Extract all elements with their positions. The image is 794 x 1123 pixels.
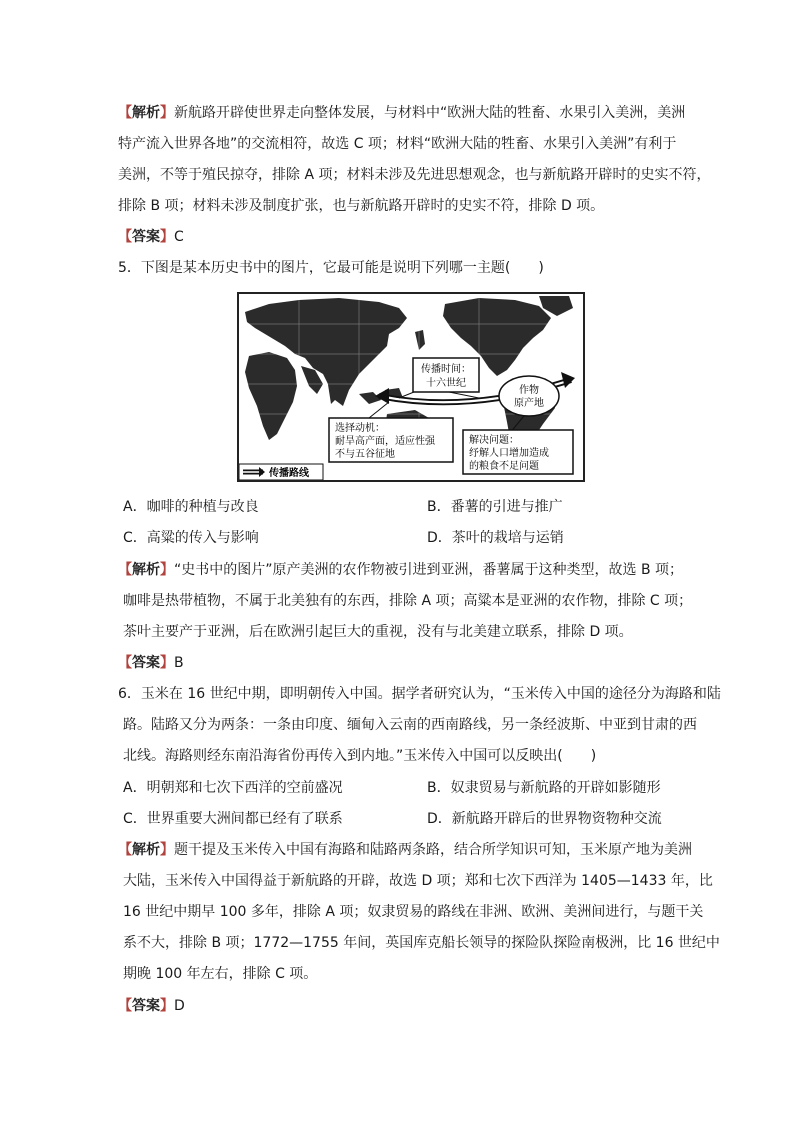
q4-analysis-line-1: 【解析】新航路开辟使世界走向整体发展，与材料中“欧洲大陆的牲畜、水果引入美洲，美洲: [118, 105, 686, 121]
box-problem-line-2: 纾解人口增加造成: [469, 448, 549, 459]
q4-answer: 【答案】C: [118, 229, 184, 245]
q6-analysis-line-1: 【解析】题干提及玉米传入中国有海路和陆路两条路，结合所学知识可知，玉米原产地为美洲: [118, 842, 692, 858]
q4-analysis-line-2: 特产流入世界各地”的交流相符，故选 C 项；材料“欧洲大陆的牲畜、水果引入美洲”有利于: [118, 136, 677, 152]
box-time-line-2: 十六世纪: [426, 378, 466, 389]
q6-option-c: C．世界重要大洲间都已经有了联系: [123, 811, 343, 827]
q6-analysis-line-2: 大陆，玉米传入中国得益于新航路的开辟，故选 D 项；郑和七次下西洋为 1405—1433 年，比: [123, 873, 713, 889]
q6-option-b: B．奴隶贸易与新航路的开辟如影随形: [427, 780, 661, 796]
q6-stem-line-2: 路。陆路又分为两条：一条由印度、缅甸入云南的西南路线，另一条经波斯、中亚到甘肃的西: [123, 717, 697, 733]
q6-option-d: D．新航路开辟后的世界物资物种交流: [427, 811, 662, 827]
q5-stem: 5．下图是某本历史书中的图片，它最可能是说明下列哪一主题( ): [118, 260, 544, 276]
q6-stem-line-3: 北线。海路则经东南沿海省份再传入到内地。”玉米传入中国可以反映出( ): [123, 748, 597, 764]
q6-analysis-line-5: 期晚 100 年左右，排除 C 项。: [123, 966, 318, 982]
q5-option-b: B．番薯的引进与推广: [427, 499, 563, 515]
box-motive-line-2: 耐旱高产面，适应性强: [335, 436, 435, 447]
world-map-figure: [237, 292, 585, 482]
q6-stem-line-1: 6．玉米在 16 世纪中期，即明朝传入中国。据学者研究认为，“玉米传入中国的途径分为海路和陆: [118, 686, 721, 702]
box-motive-line-3: 不与五谷征地: [335, 449, 395, 460]
q6-option-a: A．明朝郑和七次下西洋的空前盛况: [123, 780, 343, 796]
answer-tag: 【答案】: [118, 998, 174, 1014]
answer-tag: 【答案】: [118, 229, 174, 245]
world-map-svg: [239, 294, 583, 480]
q5-analysis-line-1: 【解析】“史书中的图片”原产美洲的农作物被引进到亚洲，番薯属于这种类型，故选 B 项；: [118, 562, 684, 578]
q5-option-d: D．茶叶的栽培与运销: [427, 530, 564, 546]
q5-analysis-line-2: 咖啡是热带植物，不属于北美独有的东西，排除 A 项；高粱本是亚洲的农作物，排除 C 项；: [123, 593, 693, 609]
answer-tag: 【答案】: [118, 655, 174, 671]
analysis-tag: 【解析】: [118, 842, 174, 858]
q5-analysis-line-3: 茶叶主要产于亚洲，后在欧洲引起巨大的重视，没有与北美建立联系，排除 D 项。: [123, 624, 633, 640]
box-problem-line-1: 解决问题：: [469, 435, 519, 446]
analysis-tag: 【解析】: [118, 105, 174, 121]
q4-analysis-line-4: 排除 B 项；材料未涉及制度扩张，也与新航路开辟时的史实不符，排除 D 项。: [118, 198, 605, 214]
q5-answer: 【答案】B: [118, 655, 184, 671]
q6-analysis-line-3: 16 世纪中期早 100 多年，排除 A 项；奴隶贸易的路线在非洲、欧洲、美洲间进行，与题干关: [123, 904, 704, 920]
box-motive-line-1: 选择动机：: [335, 423, 385, 434]
box-time-line-1: 传播时间：: [421, 364, 471, 375]
q4-analysis-line-3: 美洲，不等于殖民掠夺，排除 A 项；材料未涉及先进思想观念，也与新航路开辟时的史实不符，: [118, 167, 711, 183]
box-origin-line-1: 作物: [519, 385, 539, 396]
map-legend: [239, 464, 323, 480]
box-problem-line-3: 的粮食不足问题: [469, 461, 539, 472]
q5-option-c: C．高粱的传入与影响: [123, 530, 259, 546]
box-origin: [499, 376, 559, 416]
q5-option-a: A．咖啡的种植与改良: [123, 499, 259, 515]
box-origin-line-2: 原产地: [514, 398, 544, 409]
legend-label: 传播路线: [269, 468, 309, 479]
q6-analysis-line-4: 系不大，排除 B 项；1772—1755 年间，英国库克船长领导的探险队探险南极洲，比 16 世纪中: [123, 935, 720, 951]
q6-answer: 【答案】D: [118, 998, 185, 1014]
analysis-tag: 【解析】: [118, 562, 174, 578]
